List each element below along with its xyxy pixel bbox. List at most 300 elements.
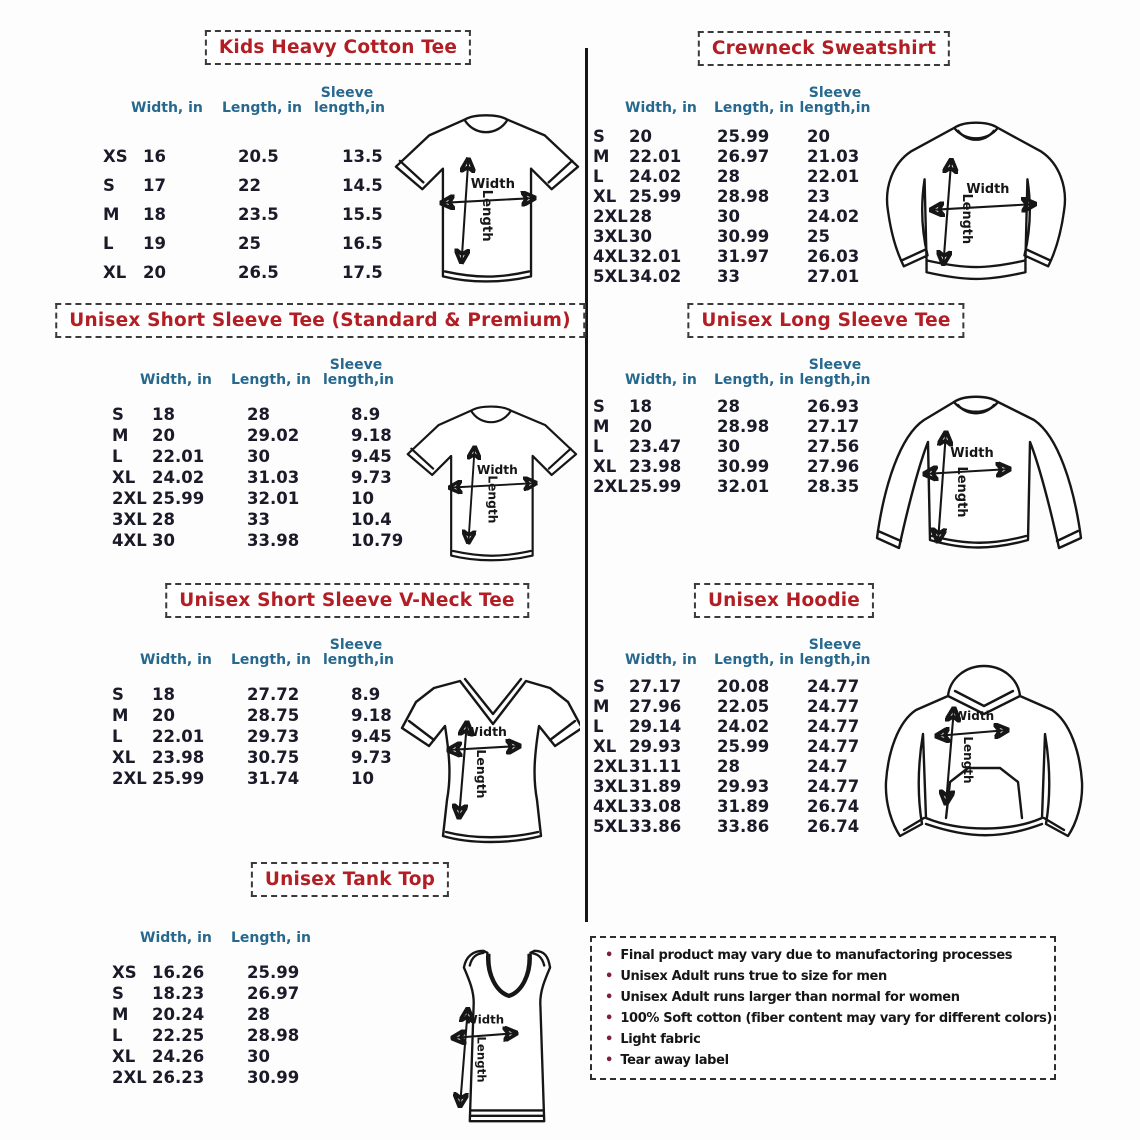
size-value: 20.5 <box>238 147 279 166</box>
size-value: 30 <box>717 206 740 226</box>
section-title-unisex-long-sleeve-tee: Unisex Long Sleeve Tee <box>687 303 964 338</box>
size-value: 30 <box>629 226 652 246</box>
garment-outline <box>886 666 1082 836</box>
table-rows <box>103 142 388 287</box>
length-label: Length <box>961 736 975 784</box>
size-value: 10 <box>351 769 374 788</box>
size-value: 24.02 <box>152 468 205 487</box>
size-label: S <box>593 126 605 146</box>
size-label: L <box>112 1026 123 1045</box>
size-value: 28 <box>247 1005 270 1024</box>
column-header-width: Width, in <box>140 930 212 946</box>
size-label: L <box>112 447 123 466</box>
size-label: S <box>112 405 124 424</box>
divider-line <box>585 48 588 922</box>
size-value: 20 <box>152 706 175 725</box>
size-label: XL <box>112 748 136 767</box>
size-label: 3XL <box>112 510 147 529</box>
column-header-sleeve: Sleeve length,in <box>799 84 871 116</box>
size-value: 9.45 <box>351 447 392 466</box>
table-row <box>593 696 879 716</box>
column-header-width: Width, in <box>625 372 697 388</box>
size-value: 24.77 <box>807 696 860 716</box>
note-item <box>605 987 1042 1008</box>
table-row <box>112 1004 331 1025</box>
table-row <box>593 246 879 266</box>
size-value: 28.98 <box>247 1026 300 1045</box>
table-row <box>112 705 397 726</box>
size-value: 23.47 <box>629 436 682 456</box>
size-value: 22.01 <box>152 727 205 746</box>
column-header-width: Width, in <box>140 652 212 668</box>
column-header-sleeve: Sleeve length,in <box>323 636 395 668</box>
note-text: Final product may vary due to manufactoring processes <box>620 948 1013 963</box>
table-row <box>593 146 879 166</box>
width-label: Width <box>966 182 1010 198</box>
size-value: 33.86 <box>717 816 770 836</box>
size-value: 25.99 <box>717 736 770 756</box>
table-rows <box>112 684 397 789</box>
size-label: M <box>112 1005 129 1024</box>
table-row <box>593 266 879 286</box>
length-label: Length <box>474 1036 489 1083</box>
table-header <box>593 632 879 668</box>
table-row <box>103 200 388 229</box>
size-value: 32.01 <box>717 476 770 496</box>
size-label: 2XL <box>593 476 628 496</box>
width-label: Width <box>950 446 994 461</box>
section-title-kids-heavy-cotton-tee: Kids Heavy Cotton Tee <box>205 30 471 65</box>
column-header-width: Width, in <box>625 652 697 668</box>
width-label: Width <box>470 177 515 193</box>
size-value: 26.03 <box>807 246 860 266</box>
size-value: 30.99 <box>717 226 770 246</box>
size-value: 27.17 <box>629 676 682 696</box>
size-value: 20.08 <box>717 676 770 696</box>
table-row <box>593 676 879 696</box>
table-row <box>112 530 403 551</box>
length-label: Length <box>959 193 975 245</box>
size-value: 10 <box>351 489 374 508</box>
size-value: 33.08 <box>629 796 682 816</box>
v-neck-tee-drawing <box>398 666 580 858</box>
size-value: 30.99 <box>717 456 770 476</box>
size-value: 9.18 <box>351 706 392 725</box>
size-label: M <box>593 416 610 436</box>
table-row <box>112 1067 331 1088</box>
bullet-icon: • <box>605 969 614 984</box>
note-item <box>605 1008 1053 1029</box>
size-value: 29.93 <box>717 776 770 796</box>
table-row <box>112 488 403 509</box>
size-value: 32.01 <box>629 246 682 266</box>
size-value: 27.96 <box>807 456 860 476</box>
tee-drawing <box>388 106 584 292</box>
product-notes-box <box>590 936 1056 1080</box>
size-label: S <box>593 676 605 696</box>
note-item <box>605 966 1042 987</box>
note-text: 100% Soft cotton (fiber content may vary for different colors) <box>620 1011 1053 1026</box>
size-label: XL <box>593 186 617 206</box>
size-label: L <box>593 716 604 736</box>
size-value: 29.02 <box>247 426 300 445</box>
table-row <box>112 726 397 747</box>
column-header-sleeve: Sleeve length,in <box>799 356 871 388</box>
sweatshirt-drawing <box>866 116 1086 294</box>
size-value: 10.79 <box>351 531 404 550</box>
table-row <box>593 756 879 776</box>
size-label: XL <box>112 1047 136 1066</box>
hoodie-drawing <box>880 660 1088 862</box>
size-value: 17 <box>143 176 166 195</box>
size-value: 22.01 <box>629 146 682 166</box>
size-label: XL <box>593 736 617 756</box>
table-row <box>112 747 397 768</box>
table-row <box>112 509 403 530</box>
bullet-icon: • <box>605 1032 614 1047</box>
size-value: 22.01 <box>152 447 205 466</box>
size-value: 9.18 <box>351 426 392 445</box>
table-row <box>103 171 388 200</box>
size-value: 9.73 <box>351 468 392 487</box>
size-value: 16 <box>143 147 166 166</box>
size-label: 2XL <box>112 489 147 508</box>
size-label: 5XL <box>593 266 628 286</box>
table-header <box>593 352 879 388</box>
size-value: 31.03 <box>247 468 300 487</box>
size-value: 31.11 <box>629 756 682 776</box>
size-value: 10.4 <box>351 510 392 529</box>
size-label: L <box>593 436 604 456</box>
size-label: 2XL <box>593 756 628 776</box>
size-value: 18 <box>629 396 652 416</box>
size-value: 33 <box>717 266 740 286</box>
size-value: 25.99 <box>629 186 682 206</box>
size-value: 25.99 <box>247 963 300 982</box>
size-value: 22.01 <box>807 166 860 186</box>
column-header-length: Length, in <box>714 652 795 668</box>
table-row <box>112 446 403 467</box>
bullet-icon: • <box>605 1011 614 1026</box>
size-label: XL <box>112 468 136 487</box>
column-header-length: Length, in <box>714 372 795 388</box>
size-value: 26.93 <box>807 396 860 416</box>
note-item <box>605 945 1042 966</box>
tee-drawing <box>398 398 584 570</box>
size-value: 25 <box>807 226 830 246</box>
column-header-width: Width, in <box>140 372 212 388</box>
size-value: 30 <box>717 436 740 456</box>
table-row <box>593 716 879 736</box>
size-value: 24.77 <box>807 736 860 756</box>
column-header-sleeve: Sleeve length,in <box>323 356 395 388</box>
column-header-length: Length, in <box>231 652 312 668</box>
size-value: 26.74 <box>807 796 860 816</box>
section-title-unisex-short-sleeve-tee: Unisex Short Sleeve Tee (Standard & Premium) <box>55 303 585 338</box>
size-label: 3XL <box>593 776 628 796</box>
size-value: 18.23 <box>152 984 205 1003</box>
table-row <box>112 404 403 425</box>
size-value: 25.99 <box>717 126 770 146</box>
size-value: 26.97 <box>717 146 770 166</box>
size-value: 23 <box>807 186 830 206</box>
size-value: 30.75 <box>247 748 300 767</box>
length-label: Length <box>474 749 489 799</box>
size-value: 22.05 <box>717 696 770 716</box>
size-value: 25.99 <box>629 476 682 496</box>
size-label: 3XL <box>593 226 628 246</box>
table-row <box>593 456 879 476</box>
table-row <box>112 1025 331 1046</box>
size-value: 31.89 <box>717 796 770 816</box>
size-value: 28 <box>717 166 740 186</box>
width-label: Width <box>464 1012 505 1027</box>
size-label: S <box>593 396 605 416</box>
size-table-hoodie <box>593 632 879 836</box>
size-label: L <box>593 166 604 186</box>
size-table-kids <box>103 80 388 287</box>
size-label: XL <box>593 456 617 476</box>
table-header <box>112 910 331 946</box>
size-value: 29.73 <box>247 727 300 746</box>
table-row <box>593 416 879 436</box>
size-table-crewneck <box>593 80 879 286</box>
size-value: 25.99 <box>152 489 205 508</box>
table-row <box>593 126 879 146</box>
size-value: 9.73 <box>351 748 392 767</box>
table-row <box>112 467 403 488</box>
size-label: 2XL <box>112 1068 147 1087</box>
size-value: 27.17 <box>807 416 860 436</box>
size-label: M <box>112 706 129 725</box>
size-label: M <box>112 426 129 445</box>
size-value: 20 <box>629 126 652 146</box>
size-value: 16.26 <box>152 963 205 982</box>
column-header-length: Length, in <box>231 930 312 946</box>
size-label: XL <box>103 263 127 282</box>
size-value: 20 <box>807 126 830 146</box>
size-value: 30 <box>247 447 270 466</box>
column-header-length: Length, in <box>714 100 795 116</box>
size-value: 8.9 <box>351 405 381 424</box>
size-value: 30.99 <box>247 1068 300 1087</box>
size-value: 28 <box>152 510 175 529</box>
size-value: 28 <box>247 405 270 424</box>
table-header <box>112 352 403 388</box>
size-label: 4XL <box>593 796 628 816</box>
table-row <box>593 736 879 756</box>
width-label: Width <box>953 709 995 723</box>
size-value: 28.75 <box>247 706 300 725</box>
size-value: 31.74 <box>247 769 300 788</box>
size-label: XS <box>103 147 128 166</box>
table-row <box>593 816 879 836</box>
size-value: 27.01 <box>807 266 860 286</box>
table-rows <box>593 676 879 836</box>
note-text: Tear away label <box>620 1053 729 1068</box>
size-value: 23.5 <box>238 205 279 224</box>
size-value: 20 <box>629 416 652 436</box>
table-header <box>112 632 397 668</box>
size-value: 31.89 <box>629 776 682 796</box>
size-value: 24.26 <box>152 1047 205 1066</box>
table-row <box>112 425 403 446</box>
size-value: 28 <box>717 396 740 416</box>
column-header-width: Width, in <box>131 100 203 116</box>
size-value: 19 <box>143 234 166 253</box>
size-value: 24.7 <box>807 756 848 776</box>
size-value: 25.99 <box>152 769 205 788</box>
size-value: 26.74 <box>807 816 860 836</box>
size-value: 24.02 <box>807 206 860 226</box>
table-row <box>112 983 331 1004</box>
size-table-short-sleeve-tee <box>112 352 403 551</box>
size-value: 9.45 <box>351 727 392 746</box>
size-value: 23.98 <box>152 748 205 767</box>
note-text: Unisex Adult runs true to size for men <box>620 969 887 984</box>
table-row <box>593 776 879 796</box>
size-label: S <box>112 984 124 1003</box>
tank-top-drawing <box>424 944 590 1130</box>
size-value: 27.56 <box>807 436 860 456</box>
size-value: 18 <box>152 405 175 424</box>
size-value: 30 <box>247 1047 270 1066</box>
section-title-crewneck-sweatshirt: Crewneck Sweatshirt <box>698 31 950 66</box>
size-value: 24.02 <box>717 716 770 736</box>
size-value: 15.5 <box>342 205 383 224</box>
table-row <box>593 396 879 416</box>
column-header-width: Width, in <box>625 100 697 116</box>
size-value: 24.77 <box>807 776 860 796</box>
table-row <box>593 226 879 246</box>
table-row <box>112 962 331 983</box>
size-value: 8.9 <box>351 685 381 704</box>
size-value: 22 <box>238 176 261 195</box>
table-header <box>593 80 879 116</box>
width-label: Width <box>465 724 507 739</box>
size-value: 20 <box>152 426 175 445</box>
size-label: 4XL <box>593 246 628 266</box>
size-value: 24.77 <box>807 716 860 736</box>
length-label: Length <box>954 466 969 518</box>
size-label: M <box>593 696 610 716</box>
table-rows <box>112 404 403 551</box>
long-sleeve-tee-drawing <box>862 390 1094 578</box>
size-value: 29.14 <box>629 716 682 736</box>
size-value: 33.98 <box>247 531 300 550</box>
size-label: 2XL <box>112 769 147 788</box>
section-title-unisex-hoodie: Unisex Hoodie <box>694 583 874 618</box>
size-value: 23.98 <box>629 456 682 476</box>
column-header-length: Length, in <box>231 372 312 388</box>
size-value: 14.5 <box>342 176 383 195</box>
table-rows <box>593 126 879 286</box>
size-label: L <box>103 234 114 253</box>
column-header-length: Length, in <box>222 100 303 116</box>
bullet-icon: • <box>605 948 614 963</box>
size-value: 18 <box>143 205 166 224</box>
length-label: Length <box>485 475 500 524</box>
width-label: Width <box>476 463 518 478</box>
size-value: 16.5 <box>342 234 383 253</box>
size-label: L <box>112 727 123 746</box>
size-value: 21.03 <box>807 146 860 166</box>
table-row <box>593 796 879 816</box>
table-row <box>593 166 879 186</box>
size-value: 31.97 <box>717 246 770 266</box>
size-label: M <box>103 205 120 224</box>
size-value: 27.72 <box>247 685 300 704</box>
size-value: 28 <box>629 206 652 226</box>
note-item <box>605 1029 1042 1050</box>
table-rows <box>593 396 879 496</box>
size-value: 34.02 <box>629 266 682 286</box>
size-value: 32.01 <box>247 489 300 508</box>
size-table-tank-top <box>112 910 331 1088</box>
table-rows <box>112 962 331 1088</box>
size-label: S <box>103 176 115 195</box>
table-row <box>593 476 879 496</box>
size-value: 28.98 <box>717 186 770 206</box>
size-label: XS <box>112 963 137 982</box>
size-value: 27.96 <box>629 696 682 716</box>
size-value: 24.77 <box>807 676 860 696</box>
table-row <box>103 142 388 171</box>
size-value: 18 <box>152 685 175 704</box>
size-label: 5XL <box>593 816 628 836</box>
table-row <box>112 768 397 789</box>
section-title-unisex-v-neck-tee: Unisex Short Sleeve V-Neck Tee <box>165 583 529 618</box>
size-value: 26.23 <box>152 1068 205 1087</box>
bullet-icon: • <box>605 1053 614 1068</box>
table-row <box>593 186 879 206</box>
size-value: 25 <box>238 234 261 253</box>
table-row <box>112 1046 331 1067</box>
size-table-v-neck-tee <box>112 632 397 789</box>
size-value: 33 <box>247 510 270 529</box>
bullet-icon: • <box>605 990 614 1005</box>
length-label: Length <box>479 189 495 242</box>
table-row <box>593 436 879 456</box>
size-value: 26.97 <box>247 984 300 1003</box>
size-value: 29.93 <box>629 736 682 756</box>
size-label: S <box>112 685 124 704</box>
size-value: 30 <box>152 531 175 550</box>
size-value: 20.24 <box>152 1005 205 1024</box>
table-row <box>593 206 879 226</box>
table-row <box>103 229 388 258</box>
size-value: 26.5 <box>238 263 279 282</box>
size-value: 28.35 <box>807 476 860 496</box>
size-value: 17.5 <box>342 263 383 282</box>
garment-outline <box>402 681 580 842</box>
size-value: 33.86 <box>629 816 682 836</box>
size-label: 2XL <box>593 206 628 226</box>
size-label: M <box>593 146 610 166</box>
note-text: Light fabric <box>620 1032 701 1047</box>
size-value: 24.02 <box>629 166 682 186</box>
table-row <box>103 258 388 287</box>
size-value: 13.5 <box>342 147 383 166</box>
size-label: 4XL <box>112 531 147 550</box>
garment-outline <box>877 397 1081 548</box>
column-header-sleeve: Sleeve length,in <box>314 84 386 116</box>
table-row <box>112 684 397 705</box>
table-header <box>103 80 388 116</box>
column-header-sleeve: Sleeve length,in <box>799 636 871 668</box>
size-value: 20 <box>143 263 166 282</box>
size-value: 22.25 <box>152 1026 205 1045</box>
